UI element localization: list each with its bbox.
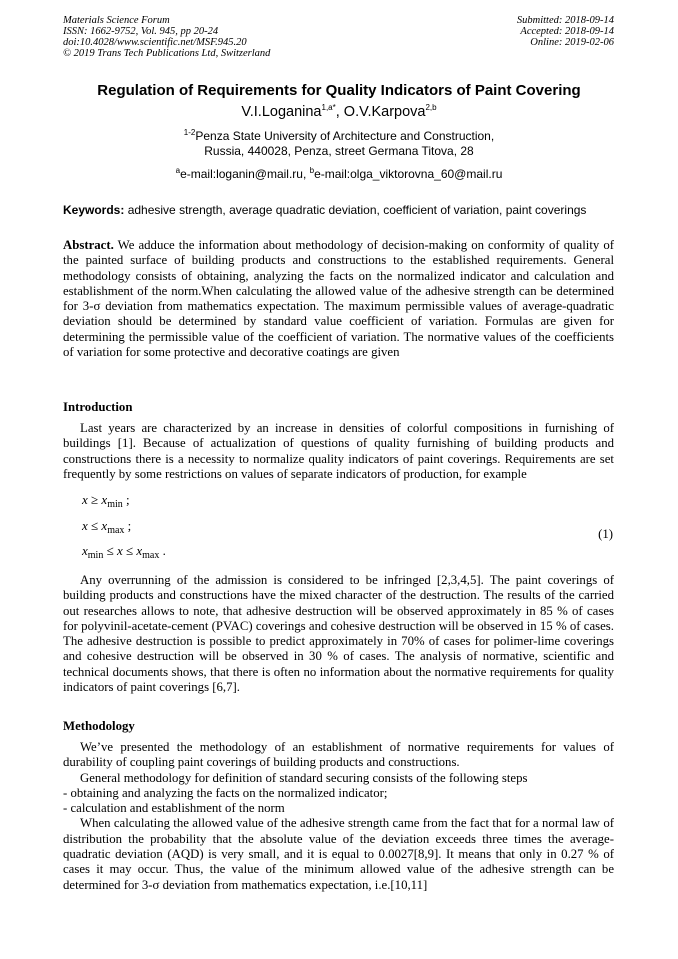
methodology-heading: Methodology [63, 719, 135, 733]
author-1-sup: 1,a* [321, 103, 336, 113]
methodology-body [63, 740, 614, 893]
author-2: O.V.Karpova [343, 104, 426, 120]
email-line [0, 167, 678, 181]
method-p1: We’ve presented the methodology of an establishment of normative requirements for values of durability of coupling paint coverings of building products and constructions. [63, 740, 614, 770]
formula-line-3 [82, 543, 166, 559]
email-b-sup: b [309, 166, 315, 175]
equation-number: (1) [598, 527, 613, 541]
email-a: e-mail:loganin@mail.ru [180, 167, 303, 181]
introduction-paragraph-1 [63, 421, 614, 482]
paper-title: Regulation of Requirements for Quality Indicators of Paint Covering [97, 82, 581, 99]
journal-header [63, 15, 270, 59]
online-date: Online: 2019-02-06 [530, 37, 614, 48]
journal-doi: doi:10.4028/www.scientific.net/MSF.945.20 [63, 37, 247, 48]
affiliation-sup: 1-2 [183, 128, 196, 137]
author-1: V.I.Loganina [241, 104, 322, 120]
method-step-2: - calculation and establishment of the norm [63, 801, 285, 816]
email-b: e-mail:olga_viktorovna_60@mail.ru [314, 167, 503, 181]
abstract-text: We adduce the information about methodology of decision-making on conformity of quality of the painted surface of building products and constructions to the established requirements. General methodology consists of obtaining, analyzing the facts on the normalized indicator and calculation and establishment of the norm.When calculating the allowed value of the adhesive strength can be determined for 3-σ deviation from mathematics expectation. The maximum permissible values of average-quadratic deviation should be determined by standard value coefficient of variation. Formulas are given for determining the permissible value of the coefficient of variation. The normative values of the coefficients of variation for some protective and decorative coatings are given [63, 238, 614, 360]
journal-copyright: © 2019 Trans Tech Publications Ltd, Switzerland [63, 48, 271, 59]
affiliation-line-1: Penza State University of Architecture and Construction, [195, 129, 495, 143]
abstract [63, 238, 614, 360]
introduction-paragraph-2 [63, 573, 614, 695]
method-p2: General methodology for definition of standard securing consists of the following steps [80, 770, 528, 785]
author-separator: , [335, 104, 344, 120]
formula-2-expr: x ≤ x [82, 518, 108, 533]
formula-3-expr-a: x [82, 543, 88, 558]
affiliation-line-2: Russia, 440028, Penza, street Germana Titova, 28 [204, 144, 474, 158]
method-p5: When calculating the allowed value of the adhesive strength came from the fact that for a normal law of distribution the probability that the absolute value of the deviation exceeds three times the average-quadratic deviation (AQD) is very small, and it is equal to 0.0027[8,9]. It means that only in 0.27 % of cases it may occur. Thus, the value of the minimum allowed value of the adhesive strength can be determined for 3-σ deviation from mathematics expectation, i.e.[10,11] [63, 816, 614, 892]
email-a-sup: a [175, 166, 181, 175]
author-list [0, 104, 678, 120]
formula-3-end: . [159, 543, 166, 558]
intro-p2-text: Any overrunning of the admission is considered to be infringed [2,3,4,5]. The paint coverings of building products and constructions have the mixed character of the destruction. The results of the carried out researches allows to note, that adhesive destruction will be observed approximately in 85 % of cases for polyvinil-acetate-cement (PVAC) coverings and cohesive destruction will be observed in 15 % of cases. The adhesive destruction is possible to predict approximately in 70% of cases for polimer-lime coverings and cohesive destruction will be observed in 30 % of cases. The analysis of normative, scientific and technical documents shows, that there is often no information about the normative requirements for quality indicators of paint coverings [6,7]. [63, 573, 614, 695]
intro-p1-text: Last years are characterized by an increase in densities of colorful compositions in furnishing of buildings [1]. Because of actualization of questions of quality furnishing of building products and constructions there is a necessity to normalize quality indicators of paint coverings. Requirements are set frequently by some restrictions on values of separate indicators of production, for example [63, 421, 614, 481]
formula-2-end: ; [124, 518, 132, 533]
affiliation [0, 129, 678, 159]
formula-2-sub: max [107, 525, 125, 536]
journal-issn: ISSN: 1662-9752, Vol. 945, pp 20-24 [63, 26, 219, 37]
formula-3-expr-b: ≤ x ≤ x [103, 543, 143, 558]
keywords [63, 203, 586, 217]
email-separator: , [302, 167, 310, 181]
introduction-heading: Introduction [63, 400, 133, 414]
formula-line-2 [82, 518, 131, 534]
formula-3-sub-1: min [87, 550, 104, 561]
journal-name: Materials Science Forum [63, 15, 170, 26]
formula-line-1 [82, 492, 130, 508]
dates-header [517, 15, 614, 48]
keywords-label: Keywords: [63, 203, 125, 217]
formula-1-end: ; [122, 492, 130, 507]
author-2-sup: 2,b [425, 103, 437, 113]
keywords-text: adhesive strength, average quadratic deviation, coefficient of variation, paint coverings [124, 203, 587, 217]
method-step-1: - obtaining and analyzing the facts on the normalized indicator; [63, 785, 388, 800]
formula-1-expr: x ≥ x [82, 492, 108, 507]
accepted-date: Accepted: 2018-09-14 [520, 26, 614, 37]
abstract-label: Abstract. [63, 238, 114, 252]
submitted-date: Submitted: 2018-09-14 [516, 15, 614, 26]
formula-3-sub-2: max [142, 550, 160, 561]
formula-1-sub: min [107, 499, 123, 510]
